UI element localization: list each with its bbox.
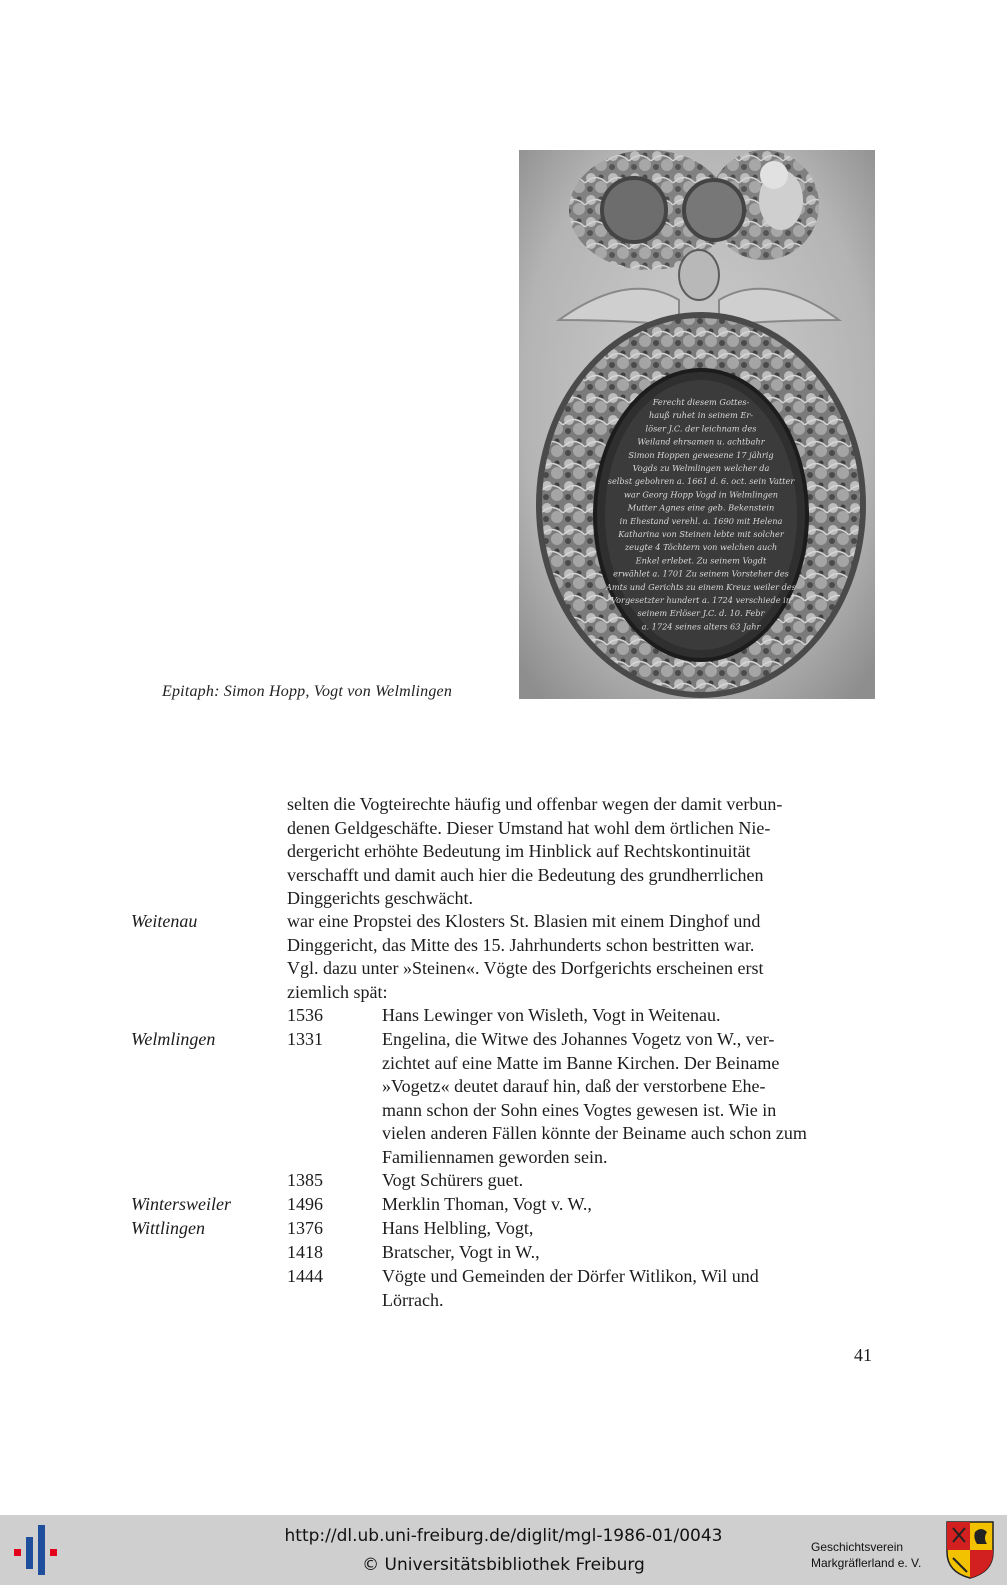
- inscription-line: zeugte 4 Töchtern von welchen auch: [624, 542, 778, 553]
- inscription-line: Amts und Gerichts zu einem Kreuz weiler des: [606, 581, 796, 592]
- page-number: 41: [854, 1345, 872, 1365]
- year: 1331: [287, 1029, 323, 1049]
- inscription-line: Katharina von Steinen lebte mit solcher: [618, 529, 784, 539]
- year: 1385: [287, 1170, 323, 1190]
- place-name: Weitenau: [131, 911, 198, 931]
- inscription-line: Simon Hoppen gewesene 17 jährig: [628, 449, 774, 460]
- description: Bratscher, Vogt in W.,: [382, 1242, 540, 1262]
- year: 1536: [287, 1005, 323, 1025]
- inscription-line: löser J.C. der leichnam des: [645, 423, 757, 434]
- inscription-line: hauß ruhet in seinem Er-: [649, 410, 753, 421]
- year: 1496: [287, 1194, 323, 1214]
- permalink-url[interactable]: http://dl.ub.uni-freiburg.de/diglit/mgl-1986-01/0043: [284, 1526, 723, 1546]
- description: Hans Lewinger von Wisleth, Vogt in Weitenau.: [382, 1005, 721, 1025]
- inscription-line: Vorgesetzter hundert a. 1724 verschiede in: [610, 595, 792, 605]
- year: 1418: [287, 1242, 323, 1262]
- society-name: [811, 1539, 941, 1571]
- inscription-line: seinem Erlöser J.C. d. 10. Febr: [637, 608, 765, 619]
- inscription-line: war Georg Hopp Vogd in Welmlingen: [623, 489, 779, 500]
- inscription-line: Ferecht diesem Gottes-: [652, 397, 750, 407]
- intro-paragraph: selten die Vogteirechte häufig und offenbar wegen der damit verbun- denen Geldgeschäfte. Dieser Umstand hat wohl dem örtlichen Nie- dergericht erhöhte Bedeutung im Hinblick auf Rechtskontinuität verschafft und damit auch hier die Bedeutung des grundherrlichen Dinggerichts geschwächt.: [287, 794, 783, 908]
- inscription-line: in Ehestand verehl. a. 1690 mit Helena: [619, 515, 783, 526]
- description: Hans Helbling, Vogt,: [382, 1218, 534, 1238]
- inscription-line: Weiland ehrsamen u. achtbahr: [637, 436, 765, 447]
- society-line: Markgräflerland e. V.: [811, 1556, 922, 1570]
- year: 1376: [287, 1218, 323, 1238]
- place-name: Welmlingen: [131, 1029, 216, 1049]
- description: Vögte und Gemeinden der Dörfer Witlikon, Wil und Lörrach.: [382, 1266, 759, 1310]
- epitaph-photo: [519, 150, 875, 699]
- footer-bar: [0, 1515, 1007, 1585]
- inscription-line: Enkel erlebet. Zu seinem Vogdt: [635, 555, 767, 566]
- inscription-line: a. 1724 seines alters 63 Jahr: [641, 621, 761, 632]
- society-line: Geschichtsverein: [811, 1540, 904, 1554]
- description: Merklin Thoman, Vogt v. W.,: [382, 1194, 592, 1214]
- description: Vogt Schürers guet.: [382, 1170, 524, 1190]
- inscription-line: erwählet a. 1701 Zu seinem Vorsteher des: [613, 568, 789, 579]
- place-name: Wittlingen: [131, 1218, 205, 1238]
- epitaph-image: [519, 150, 875, 699]
- entry-text: war eine Propstei des Klosters St. Blasien mit einem Dinghof und Dinggericht, das Mitte des 15. Jahrhunderts schon bestritten war. Vgl. dazu unter »Steinen«. Vögte des Dorfgerichts erscheinen erst ziemlich spät:: [287, 911, 764, 1002]
- inscription-line: selbst gebohren a. 1661 d. 6. oct. sein Vatter: [607, 476, 795, 487]
- description: Engelina, die Witwe des Johannes Vogetz von W., ver- zichtet auf eine Matte im Banne Kirchen. Der Beiname »Vogetz« deutet darauf hin, daß der verstorbene Ehe- mann schon der Sohn eines Vogtes gewesen ist. Wie in vielen anderen Fällen könnte der Beiname auch schon zum Familiennamen geworden sein.: [382, 1029, 807, 1167]
- copyright-notice: © Universitätsbibliothek Freiburg: [362, 1555, 645, 1575]
- inscription-line: Mutter Agnes eine geb. Bekenstein: [627, 502, 775, 513]
- place-name: Wintersweiler: [131, 1194, 231, 1214]
- figure-caption: Epitaph: Simon Hopp, Vogt von Welmlingen: [162, 683, 453, 700]
- year: 1444: [287, 1266, 323, 1286]
- markgraeflerland-crest-icon: [945, 1520, 995, 1580]
- inscription-line: Vogds zu Welmlingen welcher da: [632, 463, 770, 473]
